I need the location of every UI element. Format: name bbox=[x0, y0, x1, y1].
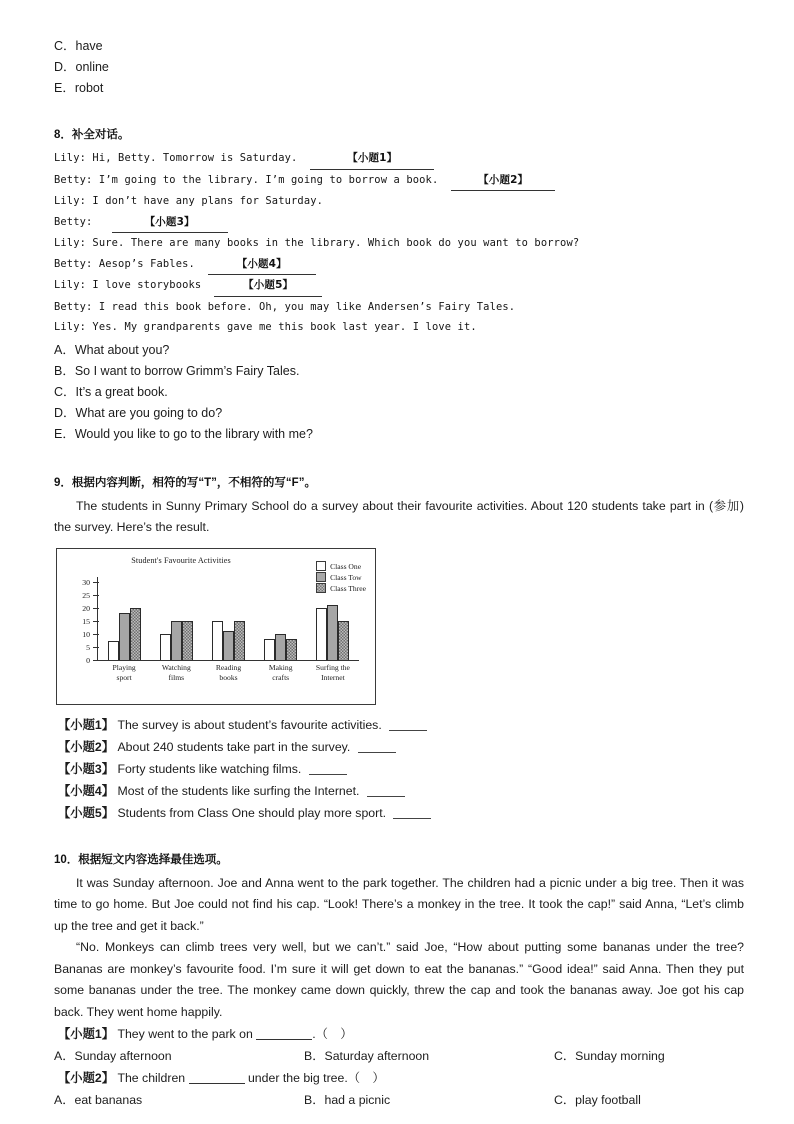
question-text-before: They went to the park on bbox=[117, 1027, 257, 1041]
q10-question-1 bbox=[54, 1023, 744, 1045]
dialogue-speaker: Lily: bbox=[54, 279, 87, 291]
question-8-heading: 8．补全对话。 bbox=[54, 129, 130, 141]
question-10-heading: 10．根据短文内容选择最佳选项。 bbox=[54, 853, 228, 866]
chart-bar bbox=[212, 621, 223, 660]
dialogue-line bbox=[54, 148, 744, 170]
question-9-heading: 9．根据内容判断，相符的写“T”，不相符的写“F”。 bbox=[54, 476, 316, 489]
dialogue-speaker: Betty: bbox=[54, 215, 93, 228]
dialogue-text: Sure. There are many books in the library. Which book do you want to borrow? bbox=[86, 237, 580, 249]
dialogue-line bbox=[54, 233, 744, 254]
question-tag: 【小题2】 bbox=[58, 1071, 115, 1085]
dialogue-speaker: Lily: bbox=[54, 195, 87, 207]
chart-x-label: Watching films bbox=[161, 662, 191, 682]
dialogue-speaker: Lily: bbox=[54, 152, 87, 164]
statement-tag: 【小题2】 bbox=[58, 739, 115, 754]
chart-bar bbox=[182, 621, 193, 660]
q10-choices-1 bbox=[54, 1045, 744, 1067]
answer-blank-4[interactable]: 【小题4】 bbox=[208, 254, 316, 276]
chart-y-tick-label: 25 bbox=[82, 590, 90, 600]
dialogue-speaker: Lily: bbox=[54, 321, 87, 333]
dialogue-line bbox=[54, 254, 744, 276]
legend-item-class-one bbox=[316, 561, 366, 572]
legend-swatch-icon bbox=[316, 561, 326, 571]
chart-bar bbox=[119, 613, 130, 660]
chart-bar-group bbox=[202, 577, 254, 660]
chart-plot-area bbox=[82, 577, 359, 665]
chart-bar bbox=[327, 605, 338, 659]
top-options-block bbox=[54, 36, 744, 99]
chart-bar bbox=[264, 639, 275, 660]
statement-tag: 【小题1】 bbox=[58, 717, 115, 732]
page-content bbox=[54, 36, 744, 1111]
chart-bar bbox=[275, 634, 286, 660]
fill-in-blank[interactable] bbox=[256, 1028, 312, 1040]
answer-blank-1[interactable]: 【小题1】 bbox=[310, 148, 434, 170]
legend-label: Class Three bbox=[330, 583, 366, 593]
dialogue-text: I don’t have any plans for Saturday. bbox=[86, 195, 324, 207]
question-text-after: .（ ） bbox=[312, 1027, 353, 1041]
chart-bar-group bbox=[150, 577, 202, 660]
chart-bar bbox=[130, 608, 141, 660]
answer-blank-2[interactable]: 【小题2】 bbox=[451, 170, 555, 192]
answer-blank-3[interactable]: 【小题3】 bbox=[112, 212, 228, 234]
dialogue-text: I read this book before. Oh, you may like Andersen’s Fairy Tales. bbox=[92, 300, 516, 313]
passage-paragraph-2: “No. Monkeys can climb trees very well, but we can’t.” said Joe, “How about putting some bananas under the tree? Bananas are monkey’s favourite food. I’m sure it will get down to eat the bananas.” “Good idea!” said Anna. Then they put some bananas under the tree. The monkey came down quickly, threw the cap and took the bananas away. Joe got his cap back. They went home happily. bbox=[54, 940, 744, 1019]
tf-statement bbox=[54, 758, 744, 780]
q10-choices-2 bbox=[54, 1089, 744, 1111]
tf-statement bbox=[54, 714, 744, 736]
q9-statements bbox=[54, 714, 744, 824]
dialogue-speaker: Betty: bbox=[54, 257, 93, 270]
dialogue-text: I love storybooks bbox=[86, 279, 202, 291]
q8-options bbox=[54, 340, 744, 445]
option-line: C．have bbox=[54, 39, 103, 53]
dialogue-line bbox=[54, 275, 744, 297]
tf-answer-blank[interactable] bbox=[393, 807, 431, 819]
dialogue-speaker: Betty: bbox=[54, 173, 93, 186]
dialogue-block bbox=[54, 148, 744, 338]
chart-x-labels bbox=[98, 663, 359, 683]
statement-tag: 【小题3】 bbox=[58, 761, 115, 776]
dialogue-line bbox=[54, 191, 744, 212]
tf-statement bbox=[54, 802, 744, 824]
chart-bar-group bbox=[98, 577, 150, 660]
legend-label: Class Tow bbox=[330, 572, 362, 582]
dialogue-line bbox=[54, 297, 744, 318]
statement-tag: 【小题4】 bbox=[58, 783, 115, 798]
dialogue-line bbox=[54, 317, 744, 338]
chart-x-label: Playing sport bbox=[112, 662, 136, 682]
answer-blank-5[interactable]: 【小题5】 bbox=[214, 275, 322, 297]
choice-b[interactable]: B．had a picnic bbox=[304, 1093, 391, 1107]
question-text-before: The children bbox=[117, 1071, 189, 1085]
legend-label: Class One bbox=[330, 561, 362, 571]
dialogue-line bbox=[54, 212, 744, 234]
question-tag: 【小题1】 bbox=[58, 1027, 115, 1041]
passage-paragraph-1: It was Sunday afternoon. Joe and Anna went to the park together. The children had a picnic under a big tree. Then it was time to go home. But Joe could not find his cap. “Look! There’s a monkey in the tree. It took the cap!” said Anna, “Let’s climb up the tree and get it back.” bbox=[54, 875, 744, 933]
statement-text: Forty students like watching films. bbox=[117, 761, 302, 776]
chart-bar bbox=[108, 641, 119, 659]
dialogue-speaker: Betty: bbox=[54, 300, 93, 313]
q8-option-b[interactable]: B．So I want to borrow Grimm’s Fairy Tales. bbox=[54, 363, 300, 378]
choice-b[interactable]: B．Saturday afternoon bbox=[304, 1049, 430, 1063]
question-9-intro: The students in Sunny Primary School do a survey about their favourite activities. About 120 students take part in (参加) the survey. Here’s the result. bbox=[54, 498, 744, 534]
statement-text: Most of the students like surfing the Internet. bbox=[117, 783, 360, 798]
chart-bar-group bbox=[255, 577, 307, 660]
chart-y-tick-label: 0 bbox=[86, 655, 90, 665]
choice-c[interactable]: C．Sunday morning bbox=[554, 1049, 665, 1063]
dialogue-text: Yes. My grandparents gave me this book last year. I love it. bbox=[86, 321, 477, 333]
statement-text: About 240 students take part in the survey. bbox=[117, 739, 351, 754]
chart-y-tick-label: 20 bbox=[82, 603, 90, 613]
tf-statement bbox=[54, 736, 744, 758]
q8-option-a[interactable]: A．What about you? bbox=[54, 342, 170, 357]
chart-bar bbox=[234, 621, 245, 660]
chart-x-label: Reading books bbox=[215, 662, 242, 682]
choice-a[interactable]: A．eat bananas bbox=[54, 1093, 143, 1107]
chart-x-axis bbox=[97, 660, 359, 661]
statement-text: The survey is about student’s favourite activities. bbox=[117, 717, 382, 732]
chart-y-tick bbox=[93, 660, 99, 661]
chart-x-label: Surfing the Internet bbox=[315, 662, 350, 682]
statement-text: Students from Class One should play more sport. bbox=[117, 805, 387, 820]
favourite-activities-chart bbox=[56, 548, 376, 705]
q10-question-2 bbox=[54, 1067, 744, 1089]
chart-bar bbox=[223, 631, 234, 660]
chart-y-tick-label: 5 bbox=[86, 642, 90, 652]
chart-title: Student's Favourite Activities bbox=[131, 555, 231, 565]
chart-y-tick-label: 10 bbox=[82, 629, 90, 639]
dialogue-text: Hi, Betty. Tomorrow is Saturday. bbox=[86, 152, 298, 164]
tf-statement bbox=[54, 780, 744, 802]
option-line: D．online bbox=[54, 60, 109, 74]
chart-y-tick-label: 15 bbox=[82, 616, 90, 626]
chart-x-label: Making crafts bbox=[268, 662, 293, 682]
statement-tag: 【小题5】 bbox=[58, 805, 115, 820]
q8-option-c[interactable]: C．It’s a great book. bbox=[54, 384, 168, 399]
tf-answer-blank[interactable] bbox=[389, 719, 427, 731]
option-line: E．robot bbox=[54, 81, 104, 95]
q8-option-e[interactable]: E．Would you like to go to the library with me? bbox=[54, 426, 313, 441]
choice-c[interactable]: C．play football bbox=[554, 1093, 641, 1107]
dialogue-text: I’m going to the library. I’m going to borrow a book. bbox=[92, 173, 439, 186]
tf-answer-blank[interactable] bbox=[367, 785, 405, 797]
chart-bar bbox=[316, 608, 327, 660]
chart-bar bbox=[171, 621, 182, 660]
fill-in-blank[interactable] bbox=[189, 1072, 245, 1084]
dialogue-speaker: Lily: bbox=[54, 237, 87, 249]
dialogue-line bbox=[54, 170, 744, 192]
question-text-after: under the big tree.（ ） bbox=[244, 1071, 385, 1085]
chart-bar-groups bbox=[98, 577, 359, 660]
tf-answer-blank[interactable] bbox=[309, 763, 347, 775]
chart-bar bbox=[338, 621, 349, 660]
tf-answer-blank[interactable] bbox=[358, 741, 396, 753]
choice-a[interactable]: A．Sunday afternoon bbox=[54, 1049, 172, 1063]
q8-option-d[interactable]: D．What are you going to do? bbox=[54, 405, 223, 420]
chart-bar bbox=[286, 639, 297, 660]
dialogue-text: Aesop’s Fables. bbox=[92, 257, 195, 270]
chart-bar-group bbox=[307, 577, 359, 660]
chart-bar bbox=[160, 634, 171, 660]
chart-y-tick-label: 30 bbox=[82, 577, 90, 587]
